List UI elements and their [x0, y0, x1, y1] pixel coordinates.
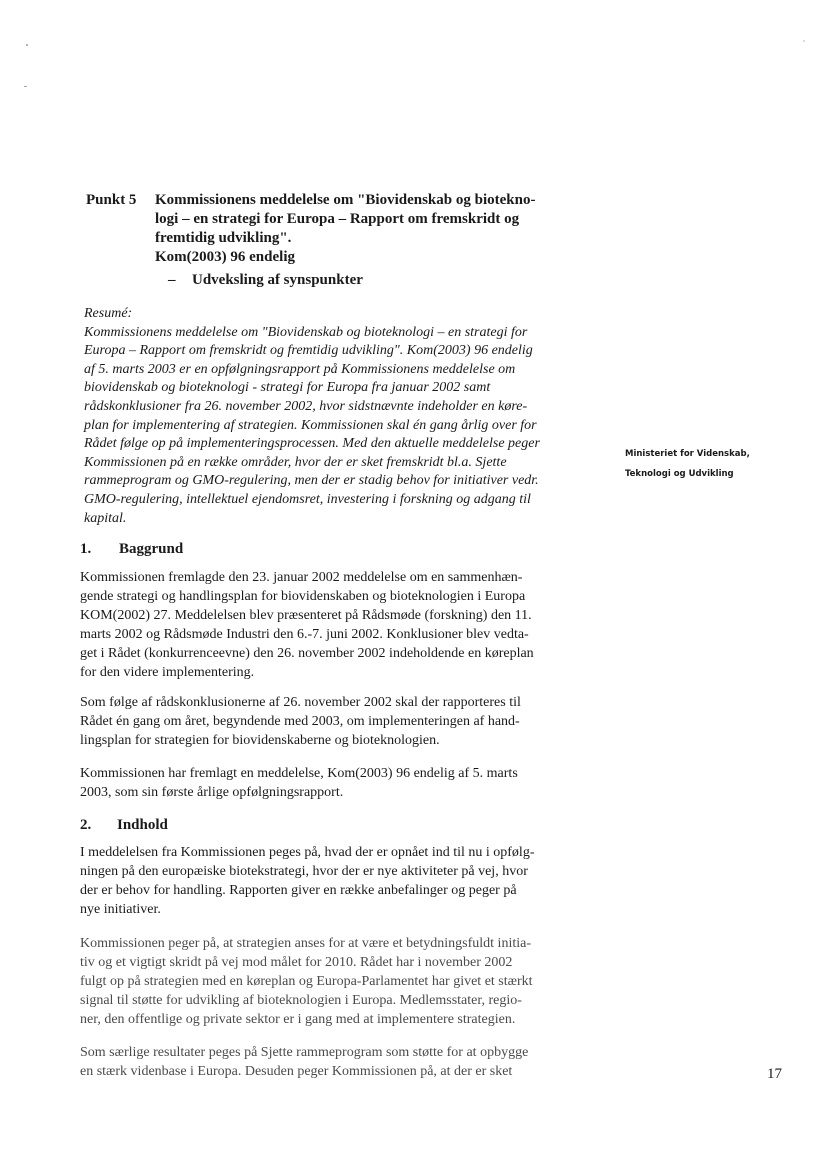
paragraph: [80, 843, 620, 919]
resume-line: rammeprogram og GMO-regulering, men der er stadig behov for initiativer vedr.: [84, 473, 539, 489]
scan-speck: [24, 86, 27, 87]
paragraph-line: marts 2002 og Rådsmøde Industri den 6.-7. juni 2002. Konklusioner blev vedta-: [80, 627, 529, 642]
paragraph-line: Kommissionen fremlagde den 23. januar 2002 meddelelse om en sammenhæn-: [80, 570, 523, 585]
paragraph-line: Som følge af rådskonklusionerne af 26. november 2002 skal der rapporteres til: [80, 695, 521, 710]
paragraph-line: get i Rådet (konkurrenceevne) den 26. november 2002 indeholdende en køreplan: [80, 646, 534, 661]
section-number: 1.: [80, 541, 92, 557]
resume-line: plan for implementering af strategien. Kommissionen skal én gang årlig over for: [84, 417, 537, 433]
heading-line: Kom(2003) 96 endelig: [155, 249, 295, 265]
paragraph-line: Kommissionen peger på, at strategien anses for at være et betydningsfuldt initia-: [80, 936, 531, 951]
scan-speck: [803, 40, 805, 42]
paragraph-line: 2003, som sin første årlige opfølgningsrapport.: [80, 785, 344, 800]
resume-line: Europa – Rapport om fremskridt og fremtidig udvikling". Kom(2003) 96 endelig: [84, 343, 533, 359]
paragraph-line: Kommissionen har fremlagt en meddelelse, Kom(2003) 96 endelig af 5. marts: [80, 766, 518, 781]
resume-line: GMO-regulering, intellektuel ejendomsret, investering i forskning og adgang til: [84, 491, 531, 507]
paragraph-line: signal til støtte for udvikling af bioteknologien i Europa. Medlemsstater, regio-: [80, 993, 522, 1008]
paragraph: [80, 568, 620, 682]
sub-item-text: Udveksling af synspunkter: [192, 272, 363, 288]
paragraph-line: der er behov for handling. Rapporten giver en række anbefalinger og peger på: [80, 883, 517, 898]
resume-block: [84, 305, 604, 528]
scan-speck: [26, 44, 28, 46]
sub-item-dash: –: [168, 272, 176, 288]
agenda-heading: [155, 191, 595, 267]
paragraph-line: for den videre implementering.: [80, 665, 255, 680]
paragraph-line: fulgt op på strategien med en køreplan og Europa-Parlamentet har givet et stærkt: [80, 974, 533, 989]
paragraph-line: lingsplan for strategien for biovidenskaberne og bioteknologien.: [80, 733, 440, 748]
section-title: Indhold: [117, 817, 168, 833]
sidebar-line: Ministeriet for Videnskab,: [625, 449, 750, 459]
paragraph-line: Som særlige resultater peges på Sjette rammeprogram som støtte for at opbygge: [80, 1045, 529, 1060]
resume-line: af 5. marts 2003 er en opfølgningsrapport på Kommissionens meddelelse om: [84, 361, 516, 377]
paragraph: [80, 1043, 620, 1081]
heading-line: logi – en strategi for Europa – Rapport om fremskridt og: [155, 211, 520, 227]
paragraph-line: gende strategi og handlingsplan for biovidenskaben og bioteknologien i Europa: [80, 589, 526, 604]
paragraph-line: nye initiativer.: [80, 902, 161, 917]
resume-line: biovidenskab og bioteknologi - strategi for Europa fra januar 2002 samt: [84, 380, 491, 396]
paragraph-line: KOM(2002) 27. Meddelelsen blev præsenteret på Rådsmøde (forskning) den 11.: [80, 608, 532, 623]
ministry-sidebar: [625, 444, 750, 484]
heading-line: Kommissionens meddelelse om "Biovidenskab og biotekno-: [155, 192, 536, 208]
section-title: Baggrund: [119, 541, 184, 557]
paragraph-line: ningen på den europæiske biotekstrategi, hvor der er nye aktiviteter på vej, hvor: [80, 864, 528, 879]
paragraph-line: ner, den offentlige og private sektor er i gang med at implementere strategien.: [80, 1012, 516, 1027]
paragraph-line: tiv og et vigtigt skridt på vej mod målet for 2010. Rådet har i november 2002: [80, 955, 513, 970]
resume-line: Resumé:: [84, 306, 133, 321]
paragraph: [80, 693, 620, 750]
resume-line: kapital.: [84, 510, 127, 526]
heading-line: fremtidig udvikling".: [155, 230, 292, 246]
paragraph-line: I meddelelsen fra Kommissionen peges på, hvad der er opnået ind til nu i opfølg-: [80, 845, 535, 860]
paragraph-line: Rådet én gang om året, begyndende med 2003, om implementeringen af hand-: [80, 714, 520, 729]
punkt-label: Punkt 5: [86, 192, 137, 208]
sidebar-line: Teknologi og Udvikling: [625, 469, 734, 479]
paragraph: [80, 764, 620, 802]
paragraph-line: en stærk videnbase i Europa. Desuden peger Kommissionen på, at der er sket: [80, 1064, 513, 1079]
resume-line: rådskonklusioner fra 26. november 2002, hvor sidstnævnte indeholder en køre-: [84, 398, 528, 414]
section-number: 2.: [80, 817, 92, 833]
resume-line: Kommissionen på en række områder, hvor der er sket fremskridt bl.a. Sjette: [84, 454, 507, 470]
page-number: 17: [767, 1066, 782, 1082]
paragraph: [80, 934, 620, 1029]
resume-line: Rådet følge op på implementeringsprocessen. Med den aktuelle meddelelse peger: [84, 436, 540, 452]
resume-line: Kommissionens meddelelse om "Biovidenskab og bioteknologi – en strategi for: [84, 324, 528, 340]
